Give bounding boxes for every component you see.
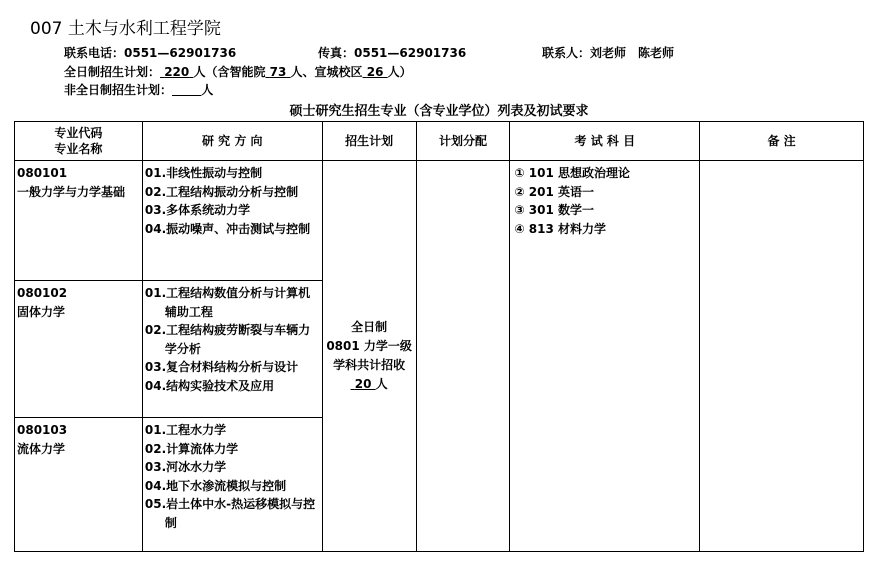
- fulltime-total: 220: [164, 65, 190, 79]
- exam-item: ① 101 思想政治理论: [514, 166, 631, 180]
- fulltime-mid1: 人（含智能院: [193, 65, 266, 79]
- header-code-name: 专业代码 专业名称: [15, 122, 143, 161]
- direction-item: 04.结构实验技术及应用: [144, 378, 275, 393]
- fulltime-plan: [64, 63, 412, 80]
- direction-item: 04.振动噪声、冲击测试与控制: [144, 221, 311, 236]
- direction-item: 02.工程结构疲劳断裂与车辆力学分析: [144, 323, 311, 356]
- direction-item: 03.河冰水力学: [144, 460, 227, 474]
- fulltime-mid2: 人、宣城校区: [290, 65, 363, 79]
- header-plan: 招生计划: [322, 122, 416, 161]
- exam-item: ④ 813 材料力学: [514, 221, 607, 236]
- fulltime-suffix: 人）: [387, 65, 412, 79]
- direction-item: 01.非线性振动与控制: [144, 166, 263, 180]
- fulltime-label: 全日制招生计划：: [64, 65, 161, 79]
- header-allocation: 计划分配: [416, 122, 510, 161]
- table-row: [15, 161, 864, 281]
- program-cell: [15, 161, 143, 281]
- direction-list: [142, 418, 322, 552]
- header-notes: 备 注: [700, 122, 864, 161]
- allocation-cell: [416, 161, 510, 552]
- direction-item: 02.计算流体力学: [144, 441, 239, 456]
- fax-line: 传真：0551—62901736: [318, 46, 467, 60]
- direction-item: 03.多体系统动力学: [144, 203, 251, 217]
- plan-line1: 全日制: [351, 320, 388, 334]
- parttime-suffix: 人: [201, 83, 214, 97]
- header-direction: 研 究 方 向: [142, 122, 322, 161]
- contact-person: 联系人：刘老师 陈老师: [542, 46, 675, 60]
- fulltime-ai-count: 73: [269, 65, 287, 79]
- parttime-blank: [172, 83, 201, 97]
- exam-list: [510, 161, 700, 552]
- table-header-row: [15, 122, 864, 161]
- parttime-plan: [64, 81, 213, 98]
- program-name: 一般力学与力学基础: [17, 184, 126, 199]
- fulltime-xc-count: 26: [366, 65, 384, 79]
- program-code: 080102: [17, 286, 68, 300]
- direction-item: 03.复合材料结构分析与设计: [144, 360, 299, 374]
- program-code: 080103: [17, 423, 68, 437]
- exam-item: ② 201 英语一: [514, 184, 595, 199]
- plan-line3: 学科共计招收: [333, 358, 406, 372]
- program-cell: [15, 418, 143, 552]
- direction-item: 01.工程水力学: [144, 423, 227, 437]
- phone-line: 联系电话：0551—62901736: [64, 46, 237, 60]
- program-name: 固体力学: [17, 304, 66, 319]
- program-table: [14, 121, 864, 552]
- exam-item: ③ 301 数学一: [514, 203, 595, 217]
- direction-item: 01.工程结构数值分析与计算机辅助工程: [144, 286, 311, 319]
- direction-list: [142, 161, 322, 281]
- direction-list: [142, 281, 322, 418]
- parttime-label: 非全日制招生计划：: [64, 83, 173, 97]
- direction-item: 05.岩土体中水-热运移模拟与控制: [144, 497, 316, 530]
- direction-item: 02.工程结构振动分析与控制: [144, 184, 299, 199]
- program-name: 流体力学: [17, 441, 66, 456]
- college-title: 007 土木与水利工程学院: [30, 19, 221, 39]
- plan-line2: 0801 力学一级: [326, 339, 412, 353]
- table-subtitle: 硕士研究生招生专业（含专业学位）列表及初试要求: [289, 104, 589, 119]
- direction-item: 04.地下水渗流模拟与控制: [144, 478, 287, 493]
- program-cell: [15, 281, 143, 418]
- notes-cell: [700, 161, 864, 552]
- header-exam: 考 试 科 目: [510, 122, 700, 161]
- plan-count: 20 人: [354, 377, 388, 391]
- program-code: 080101: [17, 166, 68, 180]
- plan-cell: [322, 161, 416, 552]
